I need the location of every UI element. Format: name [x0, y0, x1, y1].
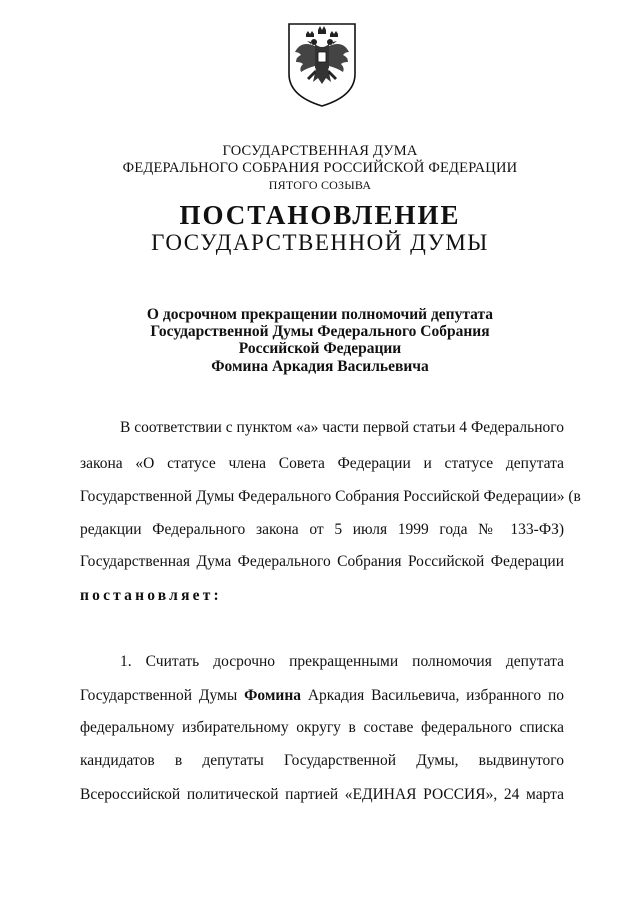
- subject-line-1: О досрочном прекращении полномочий депутата: [146, 306, 494, 323]
- item1-line-2-start: Государственной Думы: [80, 687, 245, 704]
- header-line-convocation: ПЯТОГО СОЗЫВА: [268, 178, 372, 192]
- decree-word: постановляет:: [80, 587, 222, 604]
- item1-line-2-end: Аркадия Васильевича, избранного по: [301, 687, 564, 704]
- header-line-federal-assembly: ФЕДЕРАЛЬНОГО СОБРАНИЯ РОССИЙСКОЙ ФЕДЕРАЦИИ: [122, 160, 518, 176]
- preamble-line-5: Государственная Дума Федерального Собрания Российской Федерации: [80, 553, 564, 570]
- coat-of-arms-emblem-icon: [287, 22, 357, 108]
- subject-line-3: Российской Федерации: [238, 340, 402, 357]
- preamble-line-3: Государственной Думы Федерального Собрания Российской Федерации» (в: [80, 488, 581, 505]
- item1-line-1: 1. Считать досрочно прекращенными полномочия депутата: [120, 653, 564, 670]
- header-line-duma: ГОСУДАРСТВЕННАЯ ДУМА: [222, 143, 418, 159]
- preamble-line-4: редакции Федерального закона от 5 июля 1999 года № 133-ФЗ): [80, 521, 564, 538]
- item1-line-4: кандидатов в депутаты Государственной Думы, выдвинутого: [80, 752, 564, 769]
- document-subtitle: ГОСУДАРСТВЕННОЙ ДУМЫ: [151, 230, 489, 255]
- preamble-line-1: В соответствии с пунктом «а» части первой статьи 4 Федерального: [120, 419, 564, 436]
- item1-line-2: [80, 686, 564, 706]
- deputy-surname: Фомина: [244, 687, 302, 704]
- item1-line-5: Всероссийской политической партией «ЕДИНАЯ РОССИЯ», 24 марта: [80, 786, 564, 803]
- preamble-line-2: закона «О статусе члена Совета Федерации и статусе депутата: [80, 455, 564, 472]
- document-title: ПОСТАНОВЛЕНИЕ: [179, 200, 461, 230]
- subject-line-2: Государственной Думы Федерального Собрания: [150, 323, 490, 340]
- subject-line-4: Фомина Аркадия Васильевича: [211, 358, 429, 375]
- item1-line-3: федеральному избирательному округу в составе федерального списка: [80, 719, 564, 736]
